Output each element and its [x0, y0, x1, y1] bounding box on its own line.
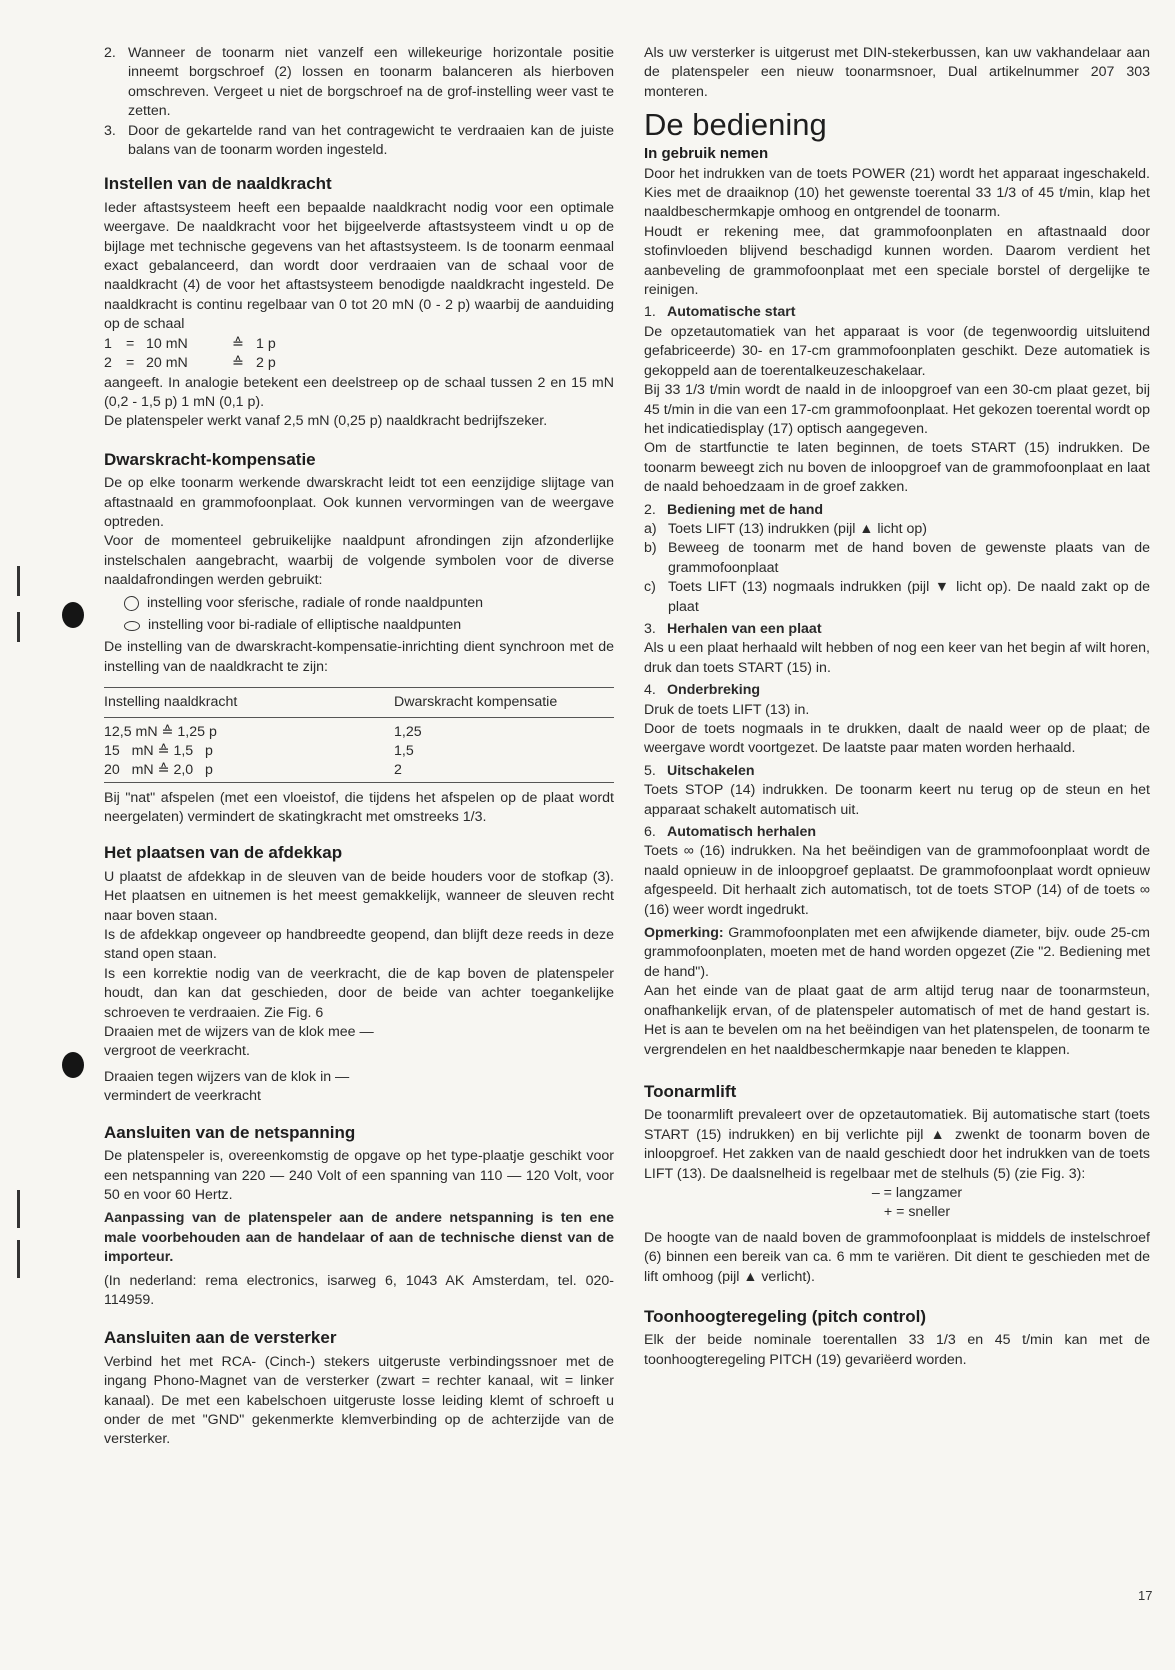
table-cell: 1,25: [394, 723, 422, 740]
paragraph: Draaien met de wijzers van de klok mee —: [104, 1024, 374, 1041]
paragraph: De op elke toonarm werkende dwarskracht leidt tot een eenzijdige slijtage van aftastnaald en grammofoonplaat. Ook kunnen vervormingen van de weergave optreden.: [104, 475, 614, 530]
formula-line: [104, 335, 614, 354]
step-number: 2.: [644, 501, 656, 518]
table-row: [104, 761, 614, 783]
step-number: 5.: [644, 762, 656, 779]
paragraph: Door het indrukken van de toets POWER (21) wordt het apparaat ingeschakeld. Kies met de draaiknop (10) het gewenste toerental 33 1/3 of 45 t/min, klap het naaldbeschermkapje omhoog en ontgrendel de toonarm.: [644, 165, 1150, 221]
paragraph: Is een korrektie nodig van de veerkracht, die de kap boven de platenspeler houdt, dan kan dat geschieden, door de beide van achter toegankelijke schroeven te verdraaien. Zie Fig. 6: [104, 965, 614, 1021]
elliptical-stylus-icon: [124, 621, 140, 631]
paragraph: Houdt er rekening mee, dat grammofoonplaten en aftastnaald door stofinvloeden blijvend beschadigd kunnen worden. Daarom verdient het aanbeveling de grammofoonplaat met een speciale borstel of dergelijke te reinigen.: [644, 223, 1150, 299]
paragraph: vergroot de veerkracht.: [104, 1043, 250, 1060]
list-item: [644, 539, 1150, 578]
note-paragraph: [644, 924, 1150, 982]
section-heading-dwarskracht: Dwarskracht-kompensatie: [104, 449, 316, 469]
paragraph: Om de startfunctie te laten beginnen, de toets START (15) indrukken. De toonarm beweegt zich nu boven de inloopgroef van de grammofoonplaat en laat de naald behoedzaam in de groef zakken.: [644, 440, 1150, 496]
paragraph: De platenspeler werkt vanaf 2,5 mN (0,25 p) naaldkracht bedrijfszeker.: [104, 413, 548, 430]
paragraph: Bij 33 1/3 t/min wordt de naald in de inloopgroef van een 30-cm plaat gezet, bij 45 t/min in die van een 17-cm grammofoonplaat. Het gekozen toerental wordt op het indicatiedisplay (17) optisch aangegeven.: [644, 382, 1150, 437]
symbol-line: [124, 594, 614, 613]
list-text: Door de gekartelde rand van het contragewicht te verdraaien kan de juiste balans van de toonarm worden ingesteld.: [128, 122, 614, 159]
section-heading-versterker: Aansluiten aan de versterker: [104, 1328, 337, 1348]
table-cell: 1,5: [394, 742, 414, 759]
subheading-gebruik: In gebruik nemen: [644, 145, 769, 163]
paragraph: Draaien tegen wijzers van de klok in —: [104, 1068, 350, 1085]
settings-table: [104, 687, 614, 782]
speed-legend-minus: – = langzamer: [871, 1184, 963, 1201]
formula-value: 2 p: [256, 355, 276, 372]
margin-mark: [17, 612, 20, 642]
list-letter: a): [644, 520, 657, 537]
round-stylus-icon: [124, 596, 139, 611]
step-title: Automatische start: [667, 304, 796, 321]
paragraph: Door de toets nogmaals in te drukken, daalt de naald weer op de plaat; de weergave wordt voortgezet. De laatste paar maten worden herhaald.: [644, 721, 1150, 757]
step-title: Bediening met de hand: [667, 501, 824, 518]
note-text: Grammofoonplaten met een afwijkende diameter, bijv. oude 25-cm grammofoonplaten, moeten met de hand worden opgezet (Zie "2. Bediening met de hand").: [644, 925, 1150, 980]
formula-value: 20 mN: [146, 355, 188, 372]
step-title: Herhalen van een plaat: [667, 620, 822, 637]
paragraph: vermindert de veerkracht: [104, 1088, 261, 1105]
list-text: Toets LIFT (13) indrukken (pijl ▲ licht op): [668, 520, 928, 537]
list-item: [104, 122, 614, 161]
table-cell: 20 mN ≙ 2,0 p: [104, 761, 394, 783]
section-heading-toonarmlift: Toonarmlift: [644, 1081, 737, 1101]
paragraph-bold: Aanpassing van de platenspeler aan de andere netspanning is ten ene male voorbehouden aan de handelaar of aan de technische dienst van de importeur.: [104, 1210, 614, 1266]
step-heading: [644, 762, 1150, 781]
list-text: Wanneer de toonarm niet vanzelf een willekeurige horizontale positie inneemt borgschroef (2) lossen en toonarm balanceren als hierboven omschreven. Vergeet u niet de borgschroef na de grof-instelling weer vast te zetten.: [128, 45, 614, 120]
table-header: Dwarskracht kompensatie: [394, 688, 614, 717]
table-cell: 2: [394, 761, 614, 783]
step-heading: [644, 303, 1150, 322]
paragraph: Als u een plaat herhaald wilt hebben of nog een keer van het begin af wilt horen, druk dan toets START (15) in.: [644, 640, 1150, 676]
section-heading-naaldkracht: Instellen van de naaldkracht: [104, 174, 332, 194]
step-number: 3.: [644, 620, 656, 637]
paragraph: De hoogte van de naald boven de grammofoonplaat is middels de instelschroef (6) binnen een bereik van ca. 6 mm te variëren. Dit dient te geschieden met de lift omhoog (pijl ▲ verlicht).: [644, 1229, 1150, 1285]
note-label: Opmerking:: [644, 925, 724, 942]
step-number: 1.: [644, 304, 656, 321]
right-column: [644, 44, 1150, 1370]
section-heading-pitch: Toonhoogteregeling (pitch control): [644, 1306, 927, 1326]
list-item: [104, 44, 614, 122]
step-heading: [644, 823, 1150, 842]
step-title: Uitschakelen: [667, 762, 755, 779]
formula-equals: =: [126, 355, 135, 372]
left-column: [104, 44, 614, 1450]
list-letter: c): [644, 579, 656, 596]
step-title: Automatisch herhalen: [667, 824, 816, 841]
paragraph: Als uw versterker is uitgerust met DIN-stekerbussen, kan uw vakhandelaar aan de platenspeler een nieuw toonarmsnoer, Dual artikelnummer 207 303 monteren.: [644, 45, 1150, 100]
binder-hole-top: [62, 602, 84, 628]
step-number: 6.: [644, 824, 656, 841]
formula-line: [104, 354, 614, 373]
table-cell: 12,5 mN ≙ 1,25 p: [104, 723, 217, 740]
speed-legend-plus: + = sneller: [883, 1204, 951, 1221]
formula-value: 2: [104, 355, 112, 372]
binder-hole-bottom: [62, 1052, 84, 1078]
table-header: Instelling naaldkracht: [104, 688, 394, 717]
formula-corresponds: ≙: [232, 335, 244, 352]
list-number: 2.: [104, 45, 116, 61]
paragraph: Druk de toets LIFT (13) in.: [644, 701, 810, 718]
margin-mark: [17, 1240, 20, 1278]
step-heading: [644, 501, 1150, 520]
formula-corresponds: ≙: [232, 355, 244, 372]
paragraph: De instelling van de dwarskracht-kompensatie-inrichting dient synchroon met de instelling van de naaldkracht te zijn:: [104, 639, 614, 675]
margin-mark: [17, 566, 20, 596]
page-number: 17: [1138, 1588, 1153, 1603]
list-text: Toets LIFT (13) nogmaals indrukken (pijl ▼ licht op). De naald zakt op de plaat: [668, 579, 1150, 615]
paragraph: Voor de momenteel gebruikelijke naaldpunt afrondingen zijn afzonderlijke instelschalen aangebracht, waarbij de volgende symbolen voor de diverse naaldafrondingen werden gebruikt:: [104, 533, 614, 589]
paragraph: De toonarmlift prevaleert over de opzetautomatiek. Bij automatische start (toets START (15) indrukken) en bij verlichte pijl ▲ zwenkt de toonarm boven de inloopgroef. Het zakken van de naald geschiedt door het indrukken van de toets LIFT (13). De daalsnelheid is regelbaar met de stelhuls (5) (zie Fig. 3):: [644, 1107, 1150, 1182]
paragraph: Toets STOP (14) indrukken. De toonarm keert nu terug op de steun en het apparaat schakelt automatisch uit.: [644, 782, 1150, 818]
table-row: [104, 742, 614, 761]
formula-value: 10 mN: [146, 335, 188, 352]
step-number: 4.: [644, 682, 656, 699]
list-number: 3.: [104, 122, 116, 139]
paragraph: Is de afdekkap ongeveer op handbreedte geopend, dan blijft deze reeds in deze stand open staan.: [104, 927, 614, 963]
formula-value: 1: [104, 335, 112, 352]
list-text: Beweeg de toonarm met de hand boven de gewenste plaats van de grammofoonplaat: [668, 540, 1150, 576]
list-item: [644, 578, 1150, 617]
margin-mark: [17, 1190, 20, 1228]
symbol-description: instelling voor bi-radiale of elliptische naaldpunten: [148, 616, 462, 633]
formula-value: 1 p: [256, 335, 276, 352]
paragraph: De opzetautomatiek van het apparaat is voor (de tegenwoordig uitsluitend gefabriceerde) 30- en 17-cm grammofoonplaten geschikt. Deze automatiek is gekoppeld aan de toerentalkeuzeschakelaar.: [644, 323, 1150, 379]
paragraph: Aan het einde van de plaat gaat de arm altijd terug naar de toonarmsteun, onafhankelijk ervan, of de platenspeler automatisch of met de hand gestart is. Het is aan te bevelen om na het beëindigen van het platenspelen, de toonarm te vergrendelen en het naaldbeschermkapje naar beneden te klappen.: [644, 983, 1150, 1058]
list-item: [644, 520, 1150, 539]
paragraph: De platenspeler is, overeenkomstig de opgave op het type-plaatje geschikt voor een netspanning van 220 — 240 Volt of een spanning van 110 — 120 Volt, voor 50 en voor 60 Hertz.: [104, 1148, 614, 1203]
paragraph: Elk der beide nominale toerentallen 33 1/3 en 45 t/min kan met de toonhoogteregeling PITCH (19) gevariëerd worden.: [644, 1332, 1150, 1368]
step-heading: [644, 620, 1150, 639]
paragraph: U plaatst de afdekkap in de sleuven van de beide houders voor de stofkap (3). Het plaatsen en uitnemen is het meest gemakkelijk, wanneer de sleuven recht naar boven staan.: [104, 868, 614, 924]
paragraph: aangeeft. In analogie betekent een deelstreep op de schaal tussen 2 en 15 mN (0,2 - 1,5 p) 1 mN (0,1 p).: [104, 374, 614, 410]
paragraph: Toets ∞ (16) indrukken. Na het beëindigen van de grammofoonplaat wordt de naald opnieuw in de inloopgroef geplaatst. De grammofoonplaat wordt opnieuw afgespeeld. Dit herhaalt zich automatisch, tot de toets STOP (14) of de toets ∞ (16) weer wordt ingedrukt.: [644, 843, 1150, 918]
symbol-description: instelling voor sferische, radiale of ronde naaldpunten: [147, 594, 483, 611]
symbol-line: [124, 616, 614, 635]
paragraph: (In nederland: rema electronics, isarweg 6, 1043 AK Amsterdam, tel. 020-114959.: [104, 1272, 614, 1308]
paragraph: Verbind het met RCA- (Cinch-) stekers uitgeruste verbindingssnoer met de ingang Phono-Magnet van de versterker (zwart = rechter kanaal, wit = linker kanaal). De met een kabelschoen uitgeruste losse leiding klemt of schroeft u onder de met "GND" gekenmerkte klemverbinding op de achterzijde van de versterker.: [104, 1353, 614, 1448]
step-heading: [644, 681, 1150, 700]
chapter-heading-bediening: De bediening: [644, 107, 827, 143]
formula-equals: =: [126, 335, 135, 352]
table-row: [104, 717, 614, 742]
list-letter: b): [644, 540, 657, 557]
table-cell: 15 mN ≙ 1,5 p: [104, 742, 213, 759]
paragraph: Bij "nat" afspelen (met een vloeistof, die tijdens het afspelen op de plaat wordt neergelaten) vermindert de skatingkracht met omstreeks 1/3.: [104, 789, 614, 825]
section-heading-netspanning: Aansluiten van de netspanning: [104, 1122, 356, 1142]
step-title: Onderbreking: [667, 682, 761, 699]
section-heading-afdekkap: Het plaatsen van de afdekkap: [104, 843, 343, 863]
paragraph: Ieder aftastsysteem heeft een bepaalde naaldkracht nodig voor een optimale weergave. De naaldkracht voor het bijgeelverde aftastsysteem vindt u op de bijlage met technische gegevens van het aftastsysteem. Is de toonarm eenmaal exact gebalanceerd, dan wordt door verdraaien van de schaal voor de naaldkracht (4) de voor het aftastsysteem benodigde naaldkracht ingesteld. De naaldkracht is continu regelbaar van 0 tot 20 mN (0 - 2 p) waarbij de aanduiding op de schaal: [104, 199, 614, 333]
